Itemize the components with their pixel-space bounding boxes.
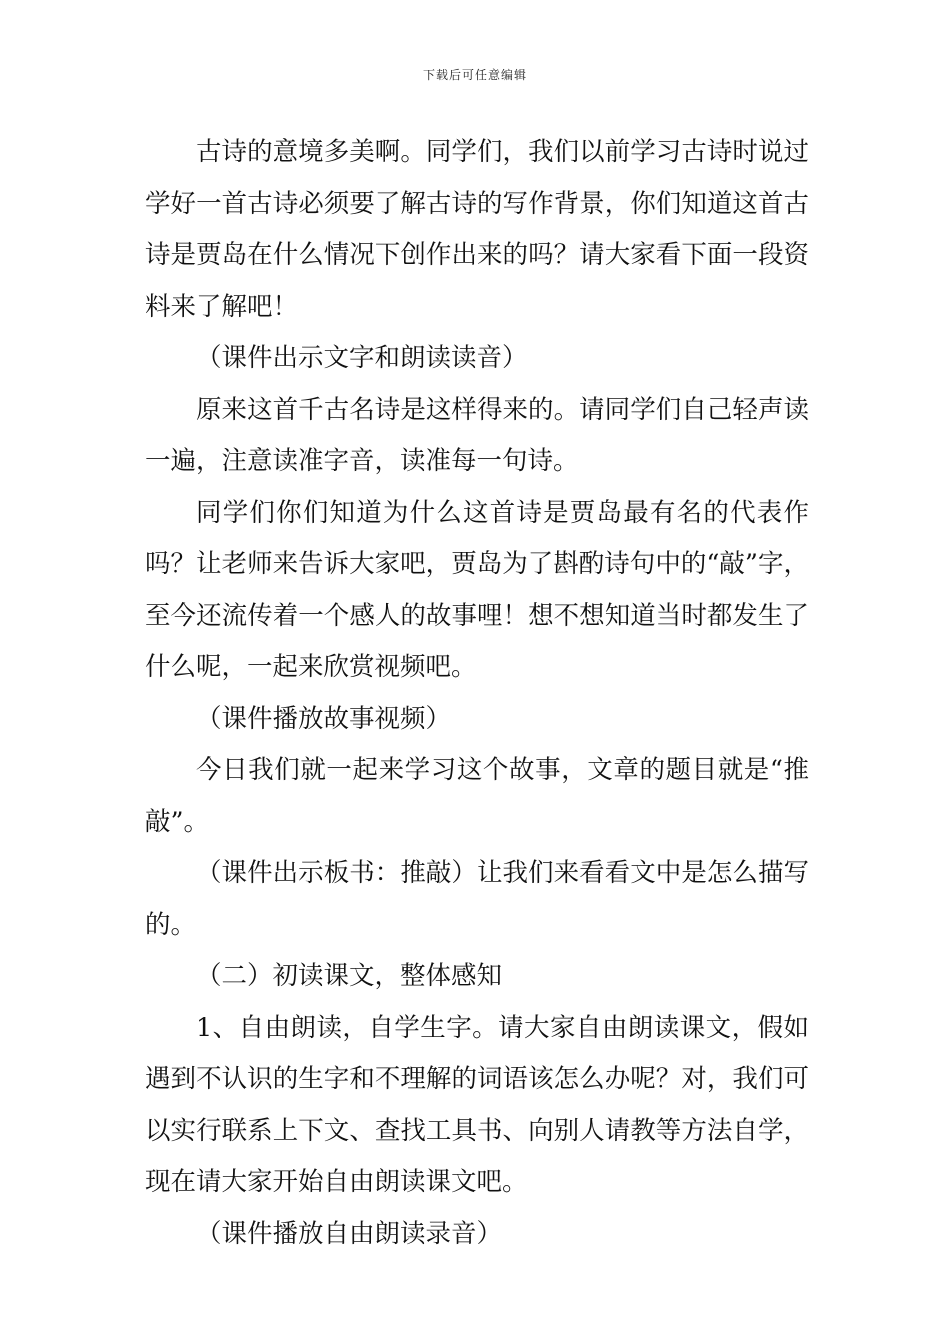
paragraph-free-reading-self-study: 1、自由朗读，自学生字。请大家自由朗读课文，假如遇到不认识的生字和不理解的词语该怎么办呢？对，我们可以实行联系上下文、查找工具书、向别人请教等方法自学，现在请大家开始自由朗读课文吧。 (145, 1012, 809, 1197)
paragraph-jia-dao-story-intro: 同学们你们知道为什么这首诗是贾岛最有名的代表作吗？让老师来告诉大家吧，贾岛为了斟酌诗句中的“敲”字，至今还流传着一个感人的故事哩！想不想知道当时都发生了什么呢，一起来欣赏视频吧。 (145, 497, 809, 682)
paragraph-lesson-title-intro: 今日我们就一起来学习这个故事，文章的题目就是“推敲”。 (145, 755, 809, 837)
document-body (145, 127, 809, 1260)
paragraph-blackboard-title: （课件出示板书：推敲）让我们来看看文中是怎么描写的。 (145, 858, 809, 940)
paragraph-courseware-text-reading: （课件出示文字和朗读读音） (196, 343, 528, 373)
paragraph-read-aloud-instruction: 原来这首千古名诗是这样得来的。请同学们自己轻声读一遍，注意读准字音，读准每一句诗。 (145, 394, 809, 476)
paragraph-courseware-story-video: （课件播放故事视频） (196, 703, 452, 734)
section-heading-first-reading: （二）初读课文，整体感知 (196, 961, 503, 991)
paragraph-poem-background: 古诗的意境多美啊。同学们，我们以前学习古诗时说过学好一首古诗必须要了解古诗的写作背景，你们知道这首古诗是贾岛在什么情况下创作出来的吗？请大家看下面一段资料来了解吧！ (145, 137, 809, 322)
page-header-note: 下载后可任意编辑 (422, 68, 527, 82)
paragraph-courseware-free-reading-audio: （课件播放自由朗读录音） (196, 1218, 503, 1249)
